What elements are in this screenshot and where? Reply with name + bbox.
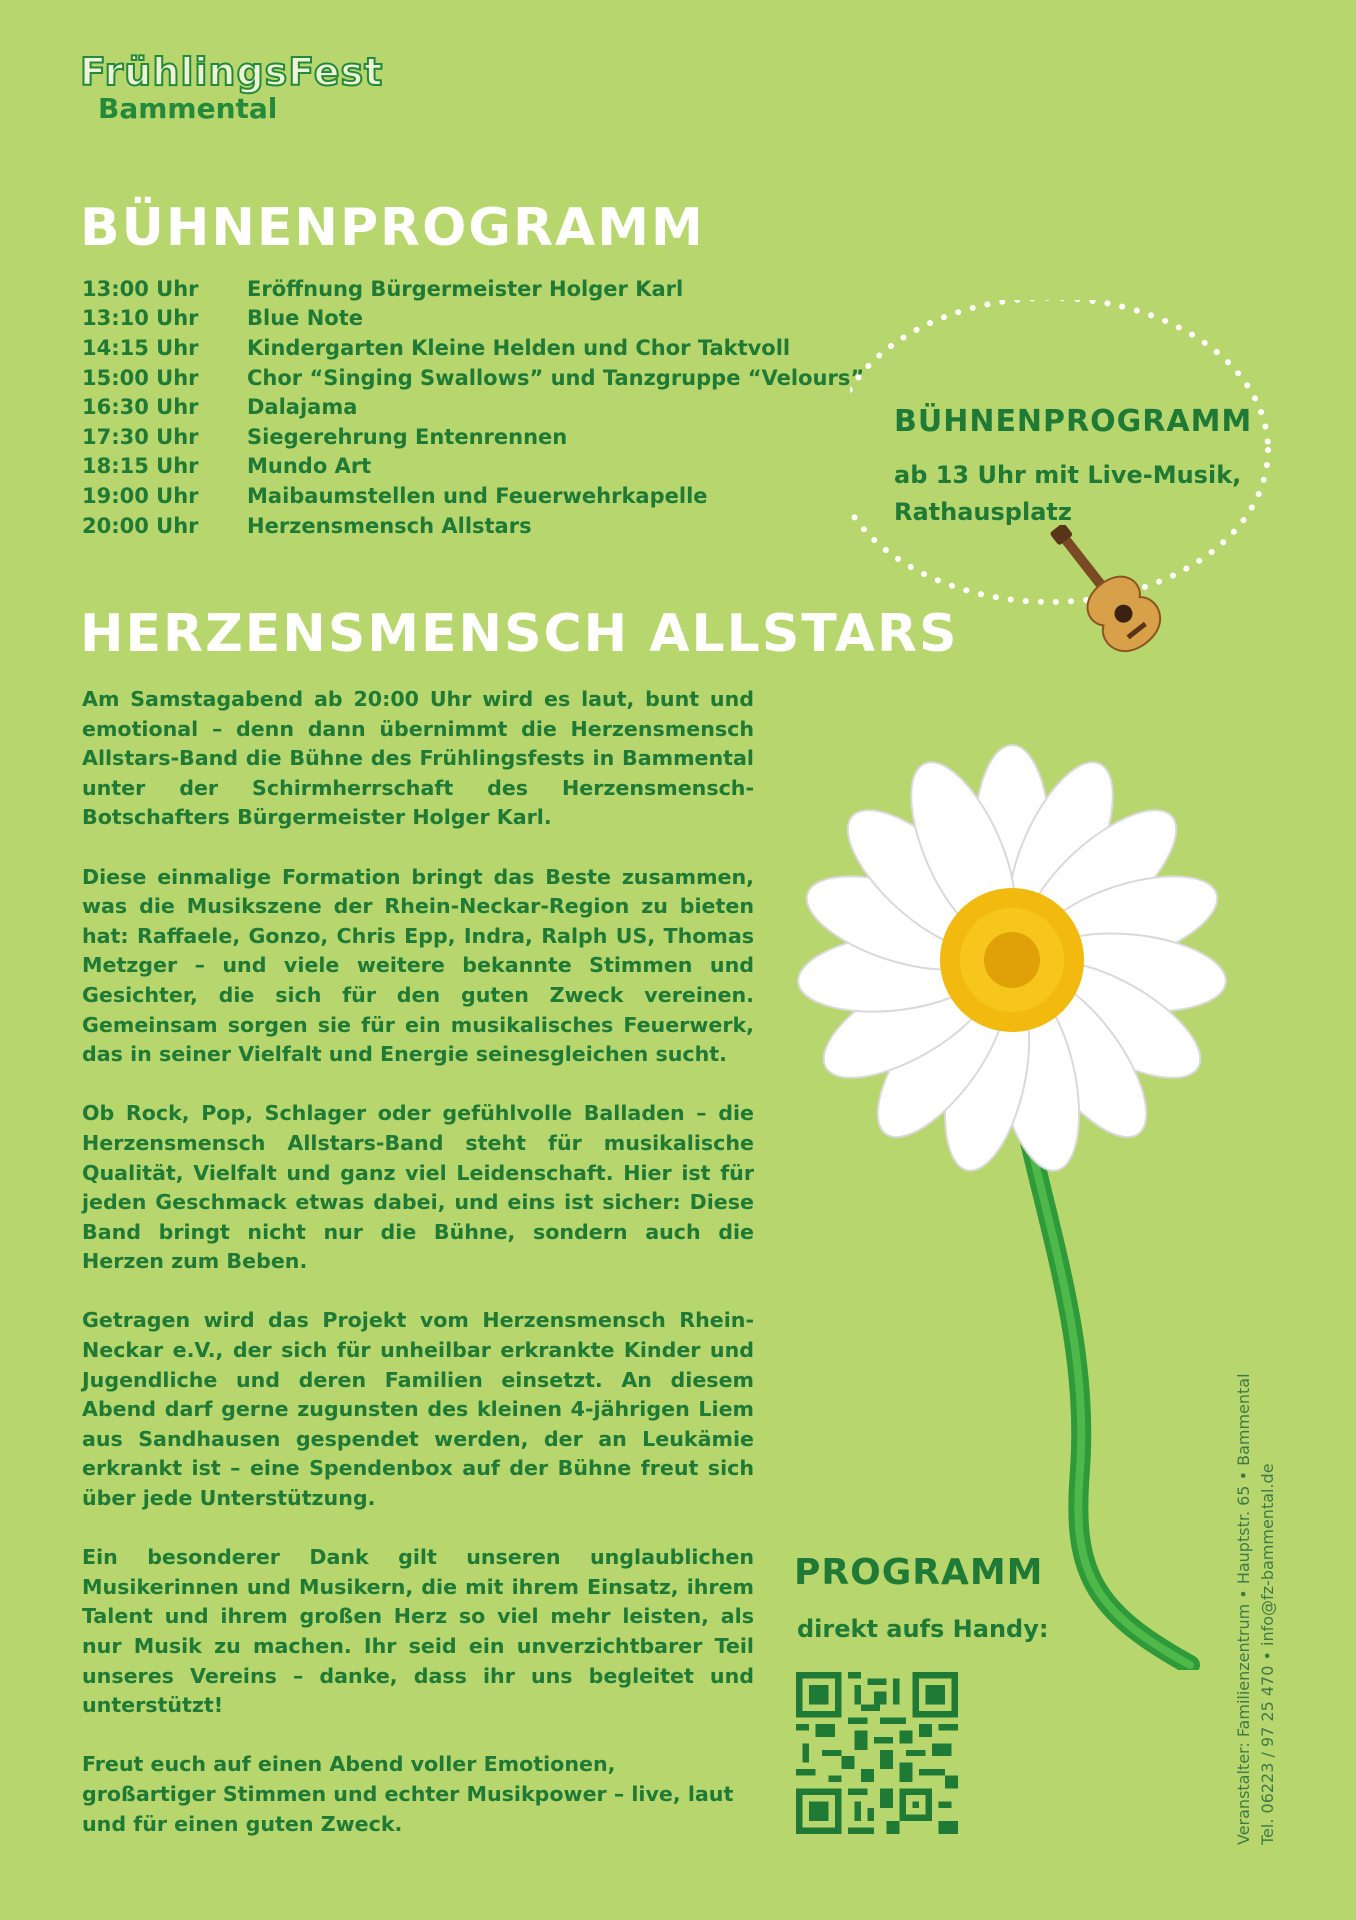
schedule-event: Eröffnung Bürgermeister Holger Karl — [247, 276, 684, 301]
schedule-event: Mundo Art — [247, 454, 372, 479]
schedule-row — [82, 422, 864, 452]
schedule-time: 20:00 Uhr — [82, 513, 199, 538]
feature-title: HERZENSMENSCH ALLSTARS — [80, 604, 959, 664]
schedule-row — [82, 481, 864, 511]
schedule-time: 17:30 Uhr — [82, 424, 199, 449]
daisy-image — [790, 710, 1250, 1670]
feature-paragraph: Getragen wird das Projekt vom Herzensmensch Rhein-Neckar e.V., der sich für unheilbar erkrankte Kinder und Jugendliche und deren Familien einsetzt. An diesem Abend darf gerne zugunsten des kleinen 4-jährigen Liem aus Sandhausen gespendet werden, der an Leukämie erkrankt ist – eine Spendenbox auf der Bühne freut sich über jede Unterstützung. — [82, 1308, 754, 1511]
logo-line2: Bammental — [98, 92, 278, 125]
logo-line1: FrühlingsFest — [80, 50, 384, 94]
schedule-row — [82, 452, 864, 482]
footer-line1: Veranstalter: Familienzentrum • Hauptstr. 65 • Bammental — [1234, 1373, 1253, 1845]
schedule-time: 13:00 Uhr — [82, 276, 199, 301]
callout-text — [894, 457, 1241, 531]
logo — [80, 50, 383, 125]
schedule-row — [82, 333, 864, 363]
schedule-row — [82, 363, 864, 393]
feature-paragraph: Ein besonderer Dank gilt unseren unglaublichen Musikerinnen und Musikern, die mit ihrem Einsatz, ihrem Talent und ihrem großen Herz so viel mehr leisten, als nur Musik zu machen. Ihr seid ein unverzichtbarer Teil unseres Vereins – danke, dass ihr uns begleitet und unterstützt! — [82, 1545, 754, 1718]
schedule-time: 14:15 Uhr — [82, 335, 199, 360]
schedule-time: 16:30 Uhr — [82, 395, 199, 420]
schedule-event: Kindergarten Kleine Helden und Chor Taktvoll — [247, 335, 791, 360]
feature-paragraph: Ob Rock, Pop, Schlager oder gefühlvolle Balladen – die Herzensmensch Allstars-Band steht für musikalische Qualität, Vielfalt und ganz viel Leidenschaft. Hier ist für jeden Geschmack etwas dabei, und eins ist sicher: Diese Band bringt nicht nur die Bühne, sondern auch die Herzen zum Beben. — [82, 1101, 754, 1274]
schedule-event: Chor “Singing Swallows” und Tanzgruppe “Velours” — [247, 365, 865, 390]
schedule-time: 18:15 Uhr — [82, 454, 199, 479]
schedule-time: 19:00 Uhr — [82, 483, 199, 508]
qr-title: PROGRAMM — [794, 1552, 1044, 1593]
schedule-event: Blue Note — [247, 306, 363, 331]
feature-paragraph: Freut euch auf einen Abend voller Emotionen, großartiger Stimmen und echter Musikpower – live, laut und für einen guten Zweck. — [82, 1752, 734, 1836]
schedule-time: 15:00 Uhr — [82, 365, 199, 390]
program-title: BÜHNENPROGRAMM — [80, 198, 705, 258]
schedule-event: Dalajama — [247, 395, 358, 420]
schedule-list — [82, 274, 864, 540]
schedule-event: Siegerehrung Entenrennen — [247, 424, 568, 449]
schedule-row — [82, 274, 864, 304]
schedule-time: 13:10 Uhr — [82, 306, 199, 331]
callout-title: BÜHNENPROGRAMM — [894, 404, 1253, 439]
callout-line2: Rathausplatz — [894, 498, 1072, 526]
schedule-event: Maibaumstellen und Feuerwehrkapelle — [247, 483, 708, 508]
footer-vertical — [1232, 1325, 1280, 1845]
footer-line2: Tel. 06223 / 97 25 470 • info@fz-bammental.de — [1258, 1463, 1277, 1845]
qr-subtitle: direkt aufs Handy: — [797, 1615, 1049, 1643]
schedule-row — [82, 511, 864, 541]
feature-paragraph: Am Samstagabend ab 20:00 Uhr wird es laut, bunt und emotional – denn dann übernimmt die Herzensmensch Allstars-Band die Bühne des Frühlingsfests in Bammental unter der Schirmherrschaft des Herzensmensch-Botschafters Bürgermeister Holger Karl. — [82, 687, 754, 830]
guitar-icon — [1030, 525, 1180, 655]
callout-line1: ab 13 Uhr mit Live-Musik, — [894, 461, 1242, 489]
feature-body — [82, 685, 754, 1869]
schedule-event: Herzensmensch Allstars — [247, 513, 532, 538]
feature-paragraph: Diese einmalige Formation bringt das Beste zusammen, was die Musikszene der Rhein-Neckar-Region zu bieten hat: Raffaele, Gonzo, Chris Epp, Indra, Ralph US, Thomas Metzger – und viele weitere bekannte Stimmen und Gesichter, die sich für den guten Zweck vereinen. Gemeinsam sorgen sie für ein musikalisches Feuerwerk, das in seiner Vielfalt und Energie seinesgleichen sucht. — [82, 864, 754, 1067]
qr-code[interactable] — [796, 1672, 958, 1834]
schedule-row — [82, 304, 864, 334]
schedule-row — [82, 392, 864, 422]
